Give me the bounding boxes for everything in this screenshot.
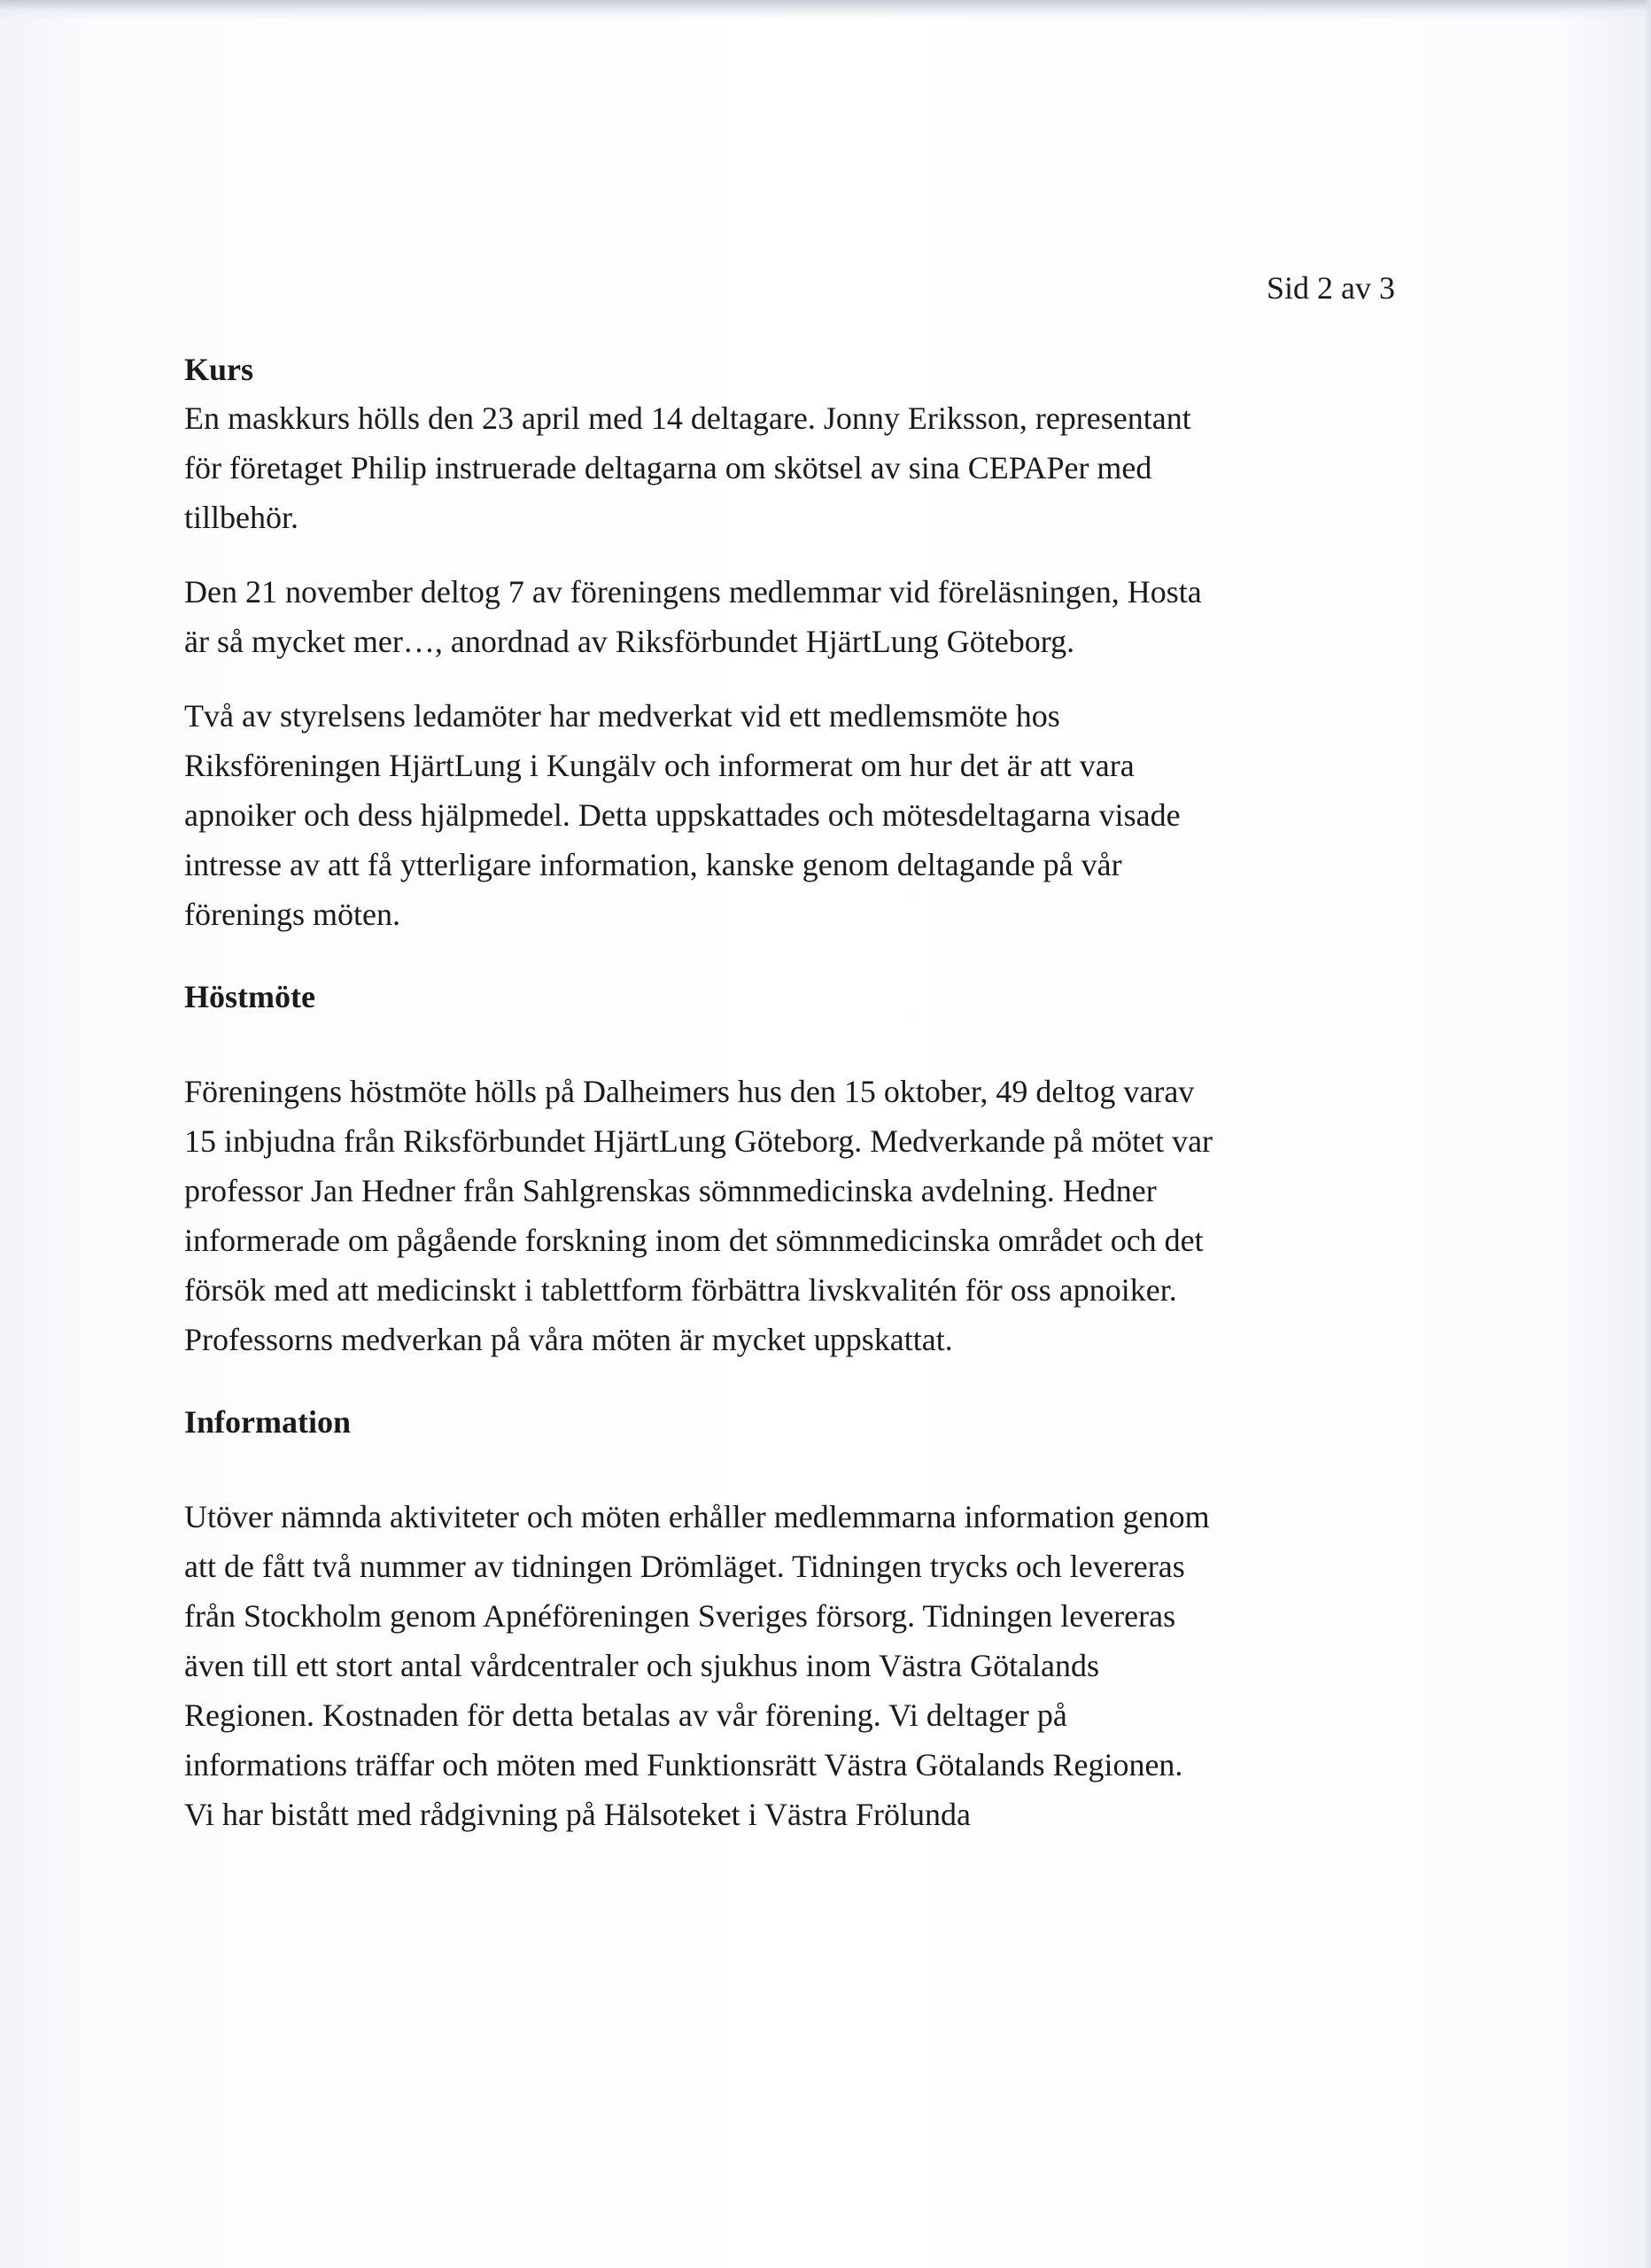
text-line: från Stockholm genom Apnéföreningen Sveriges försorg. Tidningen levereras bbox=[184, 1598, 1176, 1634]
paragraph-kurs-1 bbox=[184, 393, 1407, 542]
document-body bbox=[184, 346, 1407, 1839]
text-line: förenings möten. bbox=[184, 897, 400, 932]
text-line: för företaget Philip instruerade deltagarna om skötsel av sina CEPAPer med bbox=[184, 450, 1152, 485]
section-heading-hostmote: Höstmöte bbox=[184, 979, 315, 1014]
text-line: Utöver nämnda aktiviteter och möten erhåller medlemmarna information genom bbox=[184, 1499, 1210, 1534]
scan-right-edge bbox=[1644, 0, 1651, 2268]
text-line: Föreningens höstmöte hölls på Dalheimers hus den 15 oktober, 49 deltog varav bbox=[184, 1074, 1195, 1109]
text-line: Professorns medverkan på våra möten är mycket uppskattat. bbox=[184, 1322, 953, 1357]
text-line: är så mycket mer…, anordnad av Riksförbundet HjärtLung Göteborg. bbox=[184, 624, 1075, 659]
text-line: En maskkurs hölls den 23 april med 14 deltagare. Jonny Eriksson, representant bbox=[184, 400, 1191, 436]
text-line: Vi har bistått med rådgivning på Hälsoteket i Västra Frölunda bbox=[184, 1797, 971, 1832]
page-number: Sid 2 av 3 bbox=[1266, 270, 1395, 306]
text-line: Två av styrelsens ledamöter har medverkat vid ett medlemsmöte hos bbox=[184, 698, 1060, 734]
text-line: att de fått två nummer av tidningen Drömläget. Tidningen trycks och levereras bbox=[184, 1549, 1185, 1584]
section-hostmote bbox=[184, 973, 1407, 1364]
paragraph-kurs-2 bbox=[184, 567, 1407, 666]
text-line: intresse av att få ytterligare information, kanske genom deltagande på vår bbox=[184, 847, 1122, 882]
paragraph-hostmote-1 bbox=[184, 1067, 1407, 1364]
text-line: informerade om pågående forskning inom det sömnmedicinska området och det bbox=[184, 1223, 1204, 1258]
text-line: Regionen. Kostnaden för detta betalas av vår förening. Vi deltager på bbox=[184, 1697, 1067, 1733]
section-heading-information: Information bbox=[184, 1404, 351, 1440]
text-line: informations träffar och möten med Funktionsrätt Västra Götalands Regionen. bbox=[184, 1747, 1183, 1783]
text-line: även till ett stort antal vårdcentraler och sjukhus inom Västra Götalands bbox=[184, 1648, 1100, 1683]
paragraph-information-1 bbox=[184, 1492, 1407, 1839]
paragraph-kurs-3 bbox=[184, 691, 1407, 939]
text-line: 15 inbjudna från Riksförbundet HjärtLung Göteborg. Medverkande på mötet var bbox=[184, 1123, 1213, 1159]
text-line: tillbehör. bbox=[184, 500, 298, 535]
text-line: apnoiker och dess hjälpmedel. Detta uppskattades och mötesdeltagarna visade bbox=[184, 797, 1181, 833]
text-line: Riksföreningen HjärtLung i Kungälv och informerat om hur det är att vara bbox=[184, 748, 1135, 783]
scan-top-shadow bbox=[0, 0, 1651, 19]
section-heading-kurs: Kurs bbox=[184, 352, 254, 387]
section-information bbox=[184, 1398, 1407, 1839]
text-line: professor Jan Hedner från Sahlgrenskas sömnmedicinska avdelning. Hedner bbox=[184, 1173, 1157, 1208]
text-line: Den 21 november deltog 7 av föreningens medlemmar vid föreläsningen, Hosta bbox=[184, 574, 1202, 610]
text-line: försök med att medicinskt i tablettform förbättra livskvalitén för oss apnoiker. bbox=[184, 1272, 1177, 1308]
section-kurs bbox=[184, 346, 1407, 939]
